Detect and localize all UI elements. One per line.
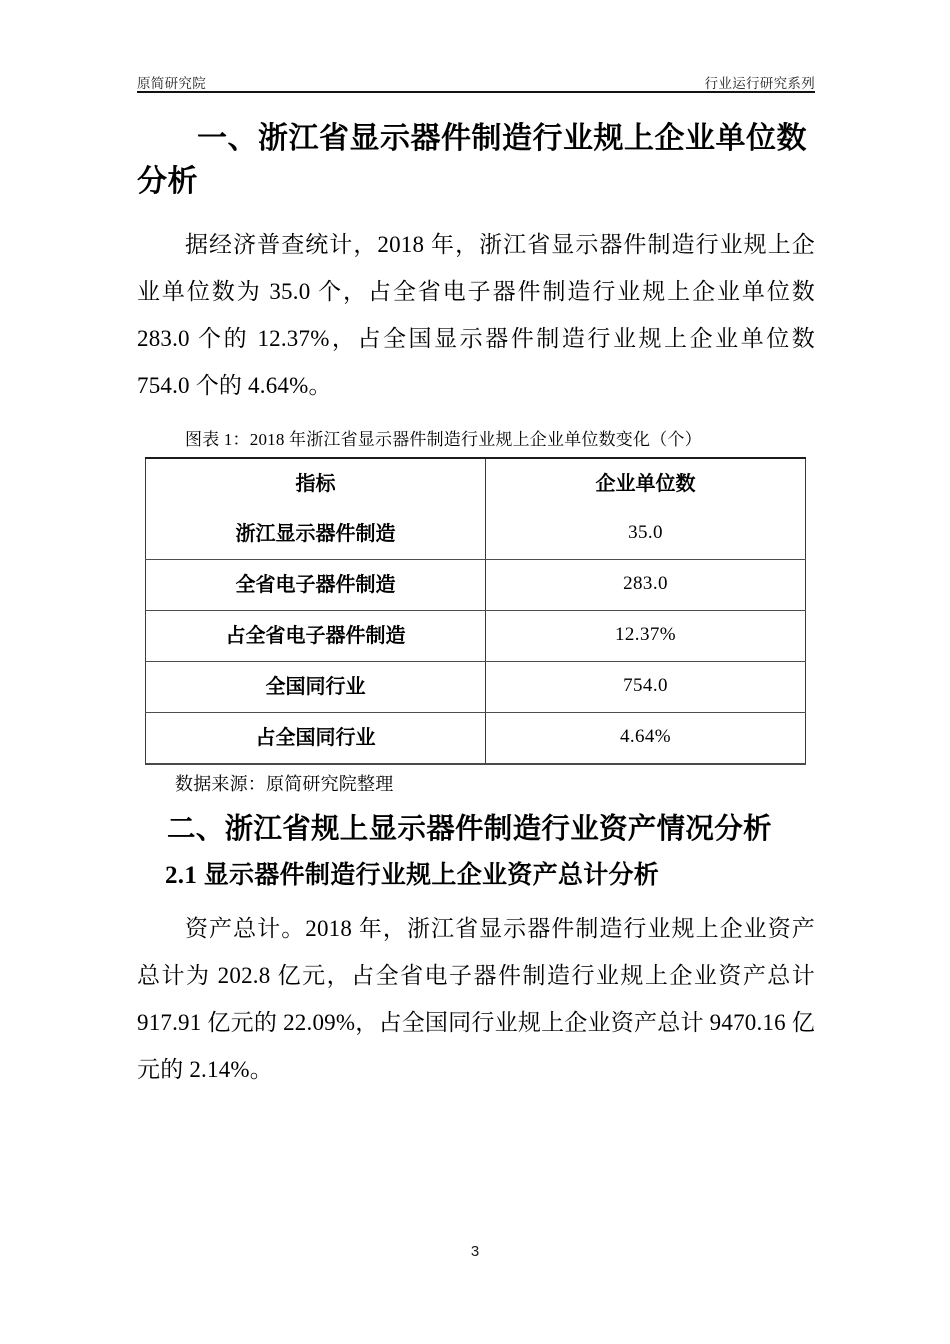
document-content: [137, 118, 815, 1093]
table-row: [146, 559, 806, 610]
table-row: [146, 661, 806, 712]
section-1-paragraph: 据经济普查统计，2018 年，浙江省显示器件制造行业规上企业单位数为 35.0 个，占全省电子器件制造行业规上企业单位数 283.0 个的 12.37%，占全国显示器件制造行业规上企业单位数 754.0 个的 4.64%。: [137, 232, 815, 399]
header-right-text: 行业运行研究系列: [704, 76, 815, 92]
page-number: 3: [470, 1243, 480, 1260]
figure-caption: 图表 1：2018 年浙江省显示器件制造行业规上企业单位数变化（个）: [185, 430, 702, 450]
figure-1: [137, 427, 815, 798]
row-value: 4.64%: [619, 726, 672, 748]
header-left-text: 原简研究院: [137, 76, 206, 92]
section-2-heading: 二、浙江省规上显示器件制造行业资产情况分析: [167, 813, 772, 845]
row-label: 浙江显示器件制造: [146, 509, 486, 560]
row-label: 占全国同行业: [146, 712, 486, 764]
table-header-row: [146, 458, 806, 509]
column-header-indicator: 指标: [146, 458, 486, 509]
table-row: [146, 509, 806, 560]
row-value: 283.0: [486, 559, 806, 610]
spacer: [137, 798, 815, 810]
row-value: 12.37%: [486, 610, 806, 661]
table-row: [146, 610, 806, 661]
row-label: 占全省电子器件制造: [146, 610, 486, 661]
row-label: 全省电子器件制造: [146, 559, 486, 610]
header-divider: [137, 91, 815, 93]
table-row: [146, 712, 806, 764]
spacer: [137, 409, 815, 427]
section-2-1-subheading: 2.1 显示器件制造行业规上企业资产总计分析: [165, 861, 660, 889]
spacer: [137, 850, 815, 858]
column-header-value: 企业单位数: [595, 472, 696, 495]
row-label: 全国同行业: [146, 661, 486, 712]
running-header: [137, 62, 815, 92]
row-value: 35.0: [486, 509, 806, 560]
spacer: [137, 203, 815, 221]
row-value: 754.0: [486, 661, 806, 712]
enterprise-units-table: [145, 457, 806, 765]
figure-source: 数据来源：原简研究院整理: [175, 773, 394, 794]
section-1-heading: 一、浙江省显示器件制造行业规上企业单位数分析: [137, 122, 807, 198]
section-2-paragraph: 资产总计。2018 年，浙江省显示器件制造行业规上企业资产总计为 202.8 亿元，占全省电子器件制造行业规上企业资产总计 917.91 亿元的 22.09%，占全国同行业规上企业资产总计 9470.16 亿元的 2.14%。: [137, 915, 815, 1082]
spacer: [137, 893, 815, 905]
